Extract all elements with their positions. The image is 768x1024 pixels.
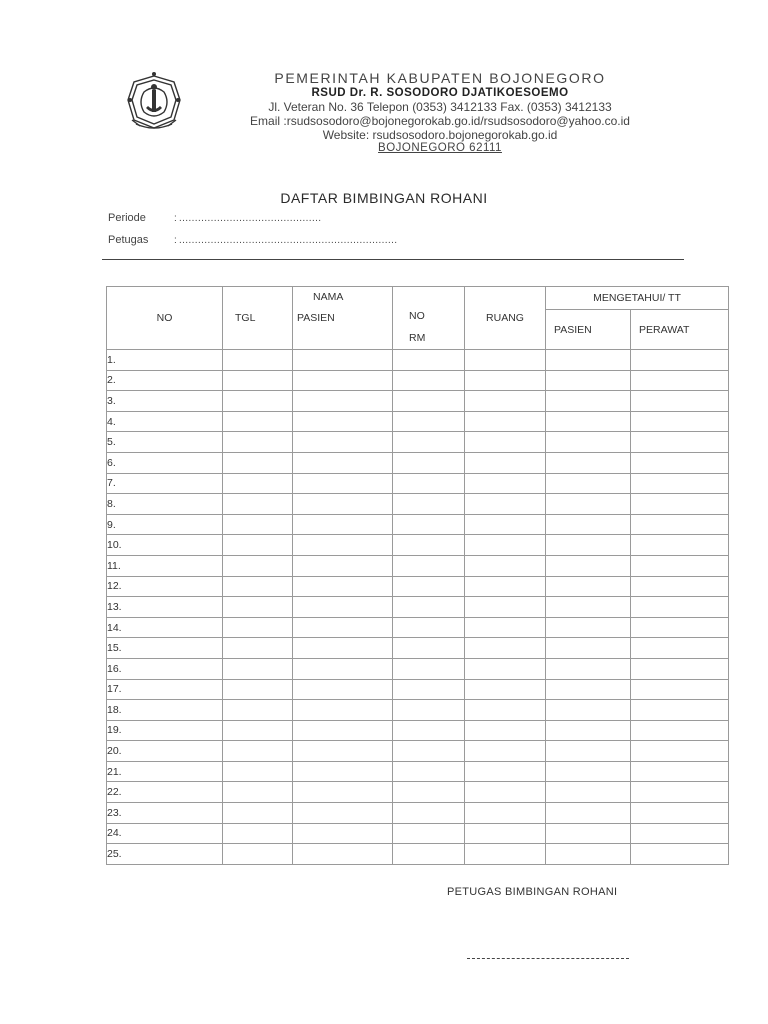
- empty-cell: [223, 617, 293, 638]
- row-number: 18.: [107, 700, 223, 721]
- empty-cell: [546, 391, 631, 412]
- table-row: [107, 679, 729, 700]
- empty-cell: [293, 741, 393, 762]
- empty-cell: [465, 803, 546, 824]
- empty-cell: [293, 597, 393, 618]
- empty-cell: [465, 741, 546, 762]
- empty-cell: [546, 700, 631, 721]
- empty-cell: [465, 617, 546, 638]
- table-row: [107, 370, 729, 391]
- empty-cell: [223, 700, 293, 721]
- empty-cell: [223, 597, 293, 618]
- table-row: [107, 473, 729, 494]
- empty-cell: [393, 555, 465, 576]
- col-header-no-rm: [393, 287, 465, 350]
- no-rm-header-line2: RM: [409, 332, 426, 344]
- row-number: 17.: [107, 679, 223, 700]
- empty-cell: [393, 782, 465, 803]
- empty-cell: [631, 617, 729, 638]
- empty-cell: [393, 535, 465, 556]
- empty-cell: [393, 576, 465, 597]
- empty-cell: [546, 452, 631, 473]
- empty-cell: [631, 452, 729, 473]
- empty-cell: [293, 370, 393, 391]
- empty-cell: [223, 576, 293, 597]
- empty-cell: [293, 844, 393, 865]
- empty-cell: [465, 597, 546, 618]
- table-row: [107, 803, 729, 824]
- empty-cell: [546, 823, 631, 844]
- empty-cell: [223, 741, 293, 762]
- empty-cell: [631, 350, 729, 371]
- empty-cell: [293, 782, 393, 803]
- empty-cell: [465, 494, 546, 515]
- empty-cell: [631, 473, 729, 494]
- empty-cell: [465, 370, 546, 391]
- empty-cell: [631, 679, 729, 700]
- empty-cell: [393, 473, 465, 494]
- empty-cell: [223, 803, 293, 824]
- empty-cell: [546, 803, 631, 824]
- empty-cell: [546, 535, 631, 556]
- empty-cell: [223, 473, 293, 494]
- empty-cell: [223, 844, 293, 865]
- row-number: 5.: [107, 432, 223, 453]
- empty-cell: [393, 720, 465, 741]
- empty-cell: [223, 391, 293, 412]
- empty-cell: [631, 720, 729, 741]
- col-header-no: NO: [107, 287, 223, 350]
- empty-cell: [393, 494, 465, 515]
- empty-cell: [393, 679, 465, 700]
- table-row: [107, 432, 729, 453]
- signer-title: PETUGAS BIMBINGAN ROHANI: [447, 886, 618, 898]
- empty-cell: [631, 638, 729, 659]
- empty-cell: [393, 411, 465, 432]
- empty-cell: [393, 638, 465, 659]
- empty-cell: [293, 823, 393, 844]
- letterhead: [0, 0, 768, 170]
- table-row: [107, 782, 729, 803]
- empty-cell: [223, 658, 293, 679]
- table-row: [107, 514, 729, 535]
- empty-cell: [293, 617, 393, 638]
- empty-cell: [546, 782, 631, 803]
- empty-cell: [546, 761, 631, 782]
- row-number: 8.: [107, 494, 223, 515]
- row-number: 10.: [107, 535, 223, 556]
- row-number: 22.: [107, 782, 223, 803]
- empty-cell: [223, 432, 293, 453]
- table-row: [107, 576, 729, 597]
- table-row: [107, 638, 729, 659]
- table-row: [107, 597, 729, 618]
- empty-cell: [293, 514, 393, 535]
- empty-cell: [293, 700, 393, 721]
- empty-cell: [546, 658, 631, 679]
- empty-cell: [631, 555, 729, 576]
- empty-cell: [293, 494, 393, 515]
- petugas-field: [108, 234, 397, 246]
- table-row: [107, 411, 729, 432]
- periode-value: : ………………………………………: [174, 213, 322, 224]
- empty-cell: [546, 494, 631, 515]
- empty-cell: [293, 452, 393, 473]
- empty-cell: [465, 452, 546, 473]
- guidance-table: [106, 286, 729, 865]
- empty-cell: [465, 782, 546, 803]
- empty-cell: [631, 700, 729, 721]
- col-header-nama-pasien: [293, 287, 393, 350]
- empty-cell: [293, 391, 393, 412]
- website: Website: rsudsosodoro.bojonegorokab.go.id: [322, 128, 558, 142]
- empty-cell: [223, 494, 293, 515]
- table-row: [107, 720, 729, 741]
- empty-cell: [293, 350, 393, 371]
- no-rm-header-line1: NO: [409, 310, 425, 322]
- row-number: 24.: [107, 823, 223, 844]
- empty-cell: [393, 514, 465, 535]
- empty-cell: [223, 823, 293, 844]
- empty-cell: [465, 761, 546, 782]
- empty-cell: [293, 638, 393, 659]
- row-number: 25.: [107, 844, 223, 865]
- periode-label: Periode: [108, 212, 146, 224]
- petugas-label: Petugas: [108, 234, 149, 246]
- col-header-ruang: RUANG: [465, 287, 546, 350]
- empty-cell: [393, 658, 465, 679]
- empty-cell: [393, 617, 465, 638]
- empty-cell: [631, 370, 729, 391]
- empty-cell: [546, 844, 631, 865]
- empty-cell: [631, 844, 729, 865]
- empty-cell: [223, 452, 293, 473]
- col-header-pasien: PASIEN: [546, 310, 631, 350]
- empty-cell: [465, 700, 546, 721]
- nama-header-line2: PASIEN: [297, 312, 335, 324]
- city-postcode-text: BOJONEGORO 62111: [378, 142, 502, 154]
- table-row: [107, 494, 729, 515]
- empty-cell: [293, 679, 393, 700]
- empty-cell: [293, 761, 393, 782]
- empty-cell: [223, 535, 293, 556]
- empty-cell: [465, 844, 546, 865]
- empty-cell: [393, 391, 465, 412]
- empty-cell: [293, 473, 393, 494]
- empty-cell: [631, 741, 729, 762]
- address-phone: Jl. Veteran No. 36 Telepon (0353) 3412133 Fax. (0353) 3412133: [268, 100, 612, 114]
- empty-cell: [631, 514, 729, 535]
- empty-cell: [465, 576, 546, 597]
- empty-cell: [393, 432, 465, 453]
- empty-cell: [465, 535, 546, 556]
- empty-cell: [223, 761, 293, 782]
- empty-cell: [631, 597, 729, 618]
- regency-emblem-icon: [122, 70, 186, 134]
- empty-cell: [465, 432, 546, 453]
- empty-cell: [223, 370, 293, 391]
- row-number: 19.: [107, 720, 223, 741]
- document-title: DAFTAR BIMBINGAN ROHANI: [280, 190, 488, 206]
- empty-cell: [546, 432, 631, 453]
- empty-cell: [293, 658, 393, 679]
- empty-cell: [393, 700, 465, 721]
- header-divider: [102, 259, 684, 260]
- row-number: 6.: [107, 452, 223, 473]
- empty-cell: [293, 555, 393, 576]
- empty-cell: [546, 597, 631, 618]
- table-row: [107, 535, 729, 556]
- col-header-tgl: TGL: [223, 287, 293, 350]
- empty-cell: [223, 350, 293, 371]
- empty-cell: [393, 844, 465, 865]
- row-number: 2.: [107, 370, 223, 391]
- empty-cell: [393, 350, 465, 371]
- empty-cell: [631, 494, 729, 515]
- empty-cell: [546, 679, 631, 700]
- row-number: 11.: [107, 555, 223, 576]
- table-row: [107, 391, 729, 412]
- empty-cell: [393, 823, 465, 844]
- empty-cell: [223, 514, 293, 535]
- row-number: 16.: [107, 658, 223, 679]
- empty-cell: [293, 432, 393, 453]
- empty-cell: [223, 720, 293, 741]
- empty-cell: [631, 391, 729, 412]
- empty-cell: [465, 638, 546, 659]
- empty-cell: [546, 555, 631, 576]
- table-row: [107, 350, 729, 371]
- empty-cell: [393, 761, 465, 782]
- empty-cell: [546, 350, 631, 371]
- empty-cell: [631, 658, 729, 679]
- empty-cell: [631, 761, 729, 782]
- empty-cell: [546, 576, 631, 597]
- empty-cell: [223, 679, 293, 700]
- empty-cell: [465, 473, 546, 494]
- row-number: 7.: [107, 473, 223, 494]
- table-row: [107, 761, 729, 782]
- empty-cell: [393, 370, 465, 391]
- city-postcode: [190, 142, 690, 154]
- empty-cell: [546, 473, 631, 494]
- empty-cell: [546, 741, 631, 762]
- signature-line: [467, 958, 629, 959]
- row-number: 4.: [107, 411, 223, 432]
- table-row: [107, 617, 729, 638]
- empty-cell: [393, 803, 465, 824]
- table-row: [107, 844, 729, 865]
- empty-cell: [223, 638, 293, 659]
- empty-cell: [546, 370, 631, 391]
- row-number: 15.: [107, 638, 223, 659]
- row-number: 9.: [107, 514, 223, 535]
- petugas-value: : ……………………………………………………………: [174, 235, 398, 246]
- empty-cell: [546, 638, 631, 659]
- table-row: [107, 700, 729, 721]
- empty-cell: [293, 411, 393, 432]
- row-number: 3.: [107, 391, 223, 412]
- empty-cell: [465, 555, 546, 576]
- email-address: Email :rsudsosodoro@bojonegorokab.go.id/rsudsosodoro@yahoo.co.id: [250, 114, 630, 128]
- empty-cell: [631, 535, 729, 556]
- empty-cell: [465, 411, 546, 432]
- table-row: [107, 741, 729, 762]
- empty-cell: [546, 514, 631, 535]
- row-number: 14.: [107, 617, 223, 638]
- government-name: PEMERINTAH KABUPATEN BOJONEGORO: [274, 70, 606, 86]
- empty-cell: [223, 782, 293, 803]
- empty-cell: [393, 597, 465, 618]
- empty-cell: [631, 411, 729, 432]
- empty-cell: [546, 411, 631, 432]
- table-body: [107, 350, 729, 865]
- row-number: 23.: [107, 803, 223, 824]
- empty-cell: [465, 514, 546, 535]
- empty-cell: [293, 576, 393, 597]
- empty-cell: [631, 432, 729, 453]
- row-number: 21.: [107, 761, 223, 782]
- nama-header-line1: NAMA: [313, 291, 344, 303]
- col-header-mengetahui: MENGETAHUI/ TT: [546, 287, 729, 310]
- empty-cell: [631, 823, 729, 844]
- empty-cell: [223, 411, 293, 432]
- row-number: 13.: [107, 597, 223, 618]
- hospital-name: RSUD Dr. R. SOSODORO DJATIKOESOEMO: [311, 87, 569, 99]
- empty-cell: [465, 391, 546, 412]
- empty-cell: [546, 720, 631, 741]
- empty-cell: [631, 576, 729, 597]
- row-number: 12.: [107, 576, 223, 597]
- empty-cell: [465, 823, 546, 844]
- periode-field: [108, 212, 321, 224]
- empty-cell: [293, 535, 393, 556]
- empty-cell: [293, 720, 393, 741]
- empty-cell: [393, 452, 465, 473]
- empty-cell: [631, 782, 729, 803]
- row-number: 1.: [107, 350, 223, 371]
- table-row: [107, 658, 729, 679]
- empty-cell: [465, 350, 546, 371]
- table-row: [107, 823, 729, 844]
- empty-cell: [465, 658, 546, 679]
- empty-cell: [293, 803, 393, 824]
- empty-cell: [393, 741, 465, 762]
- col-header-perawat: PERAWAT: [631, 310, 729, 350]
- empty-cell: [631, 803, 729, 824]
- empty-cell: [546, 617, 631, 638]
- row-number: 20.: [107, 741, 223, 762]
- table-row: [107, 452, 729, 473]
- empty-cell: [465, 720, 546, 741]
- table-row: [107, 555, 729, 576]
- empty-cell: [223, 555, 293, 576]
- empty-cell: [465, 679, 546, 700]
